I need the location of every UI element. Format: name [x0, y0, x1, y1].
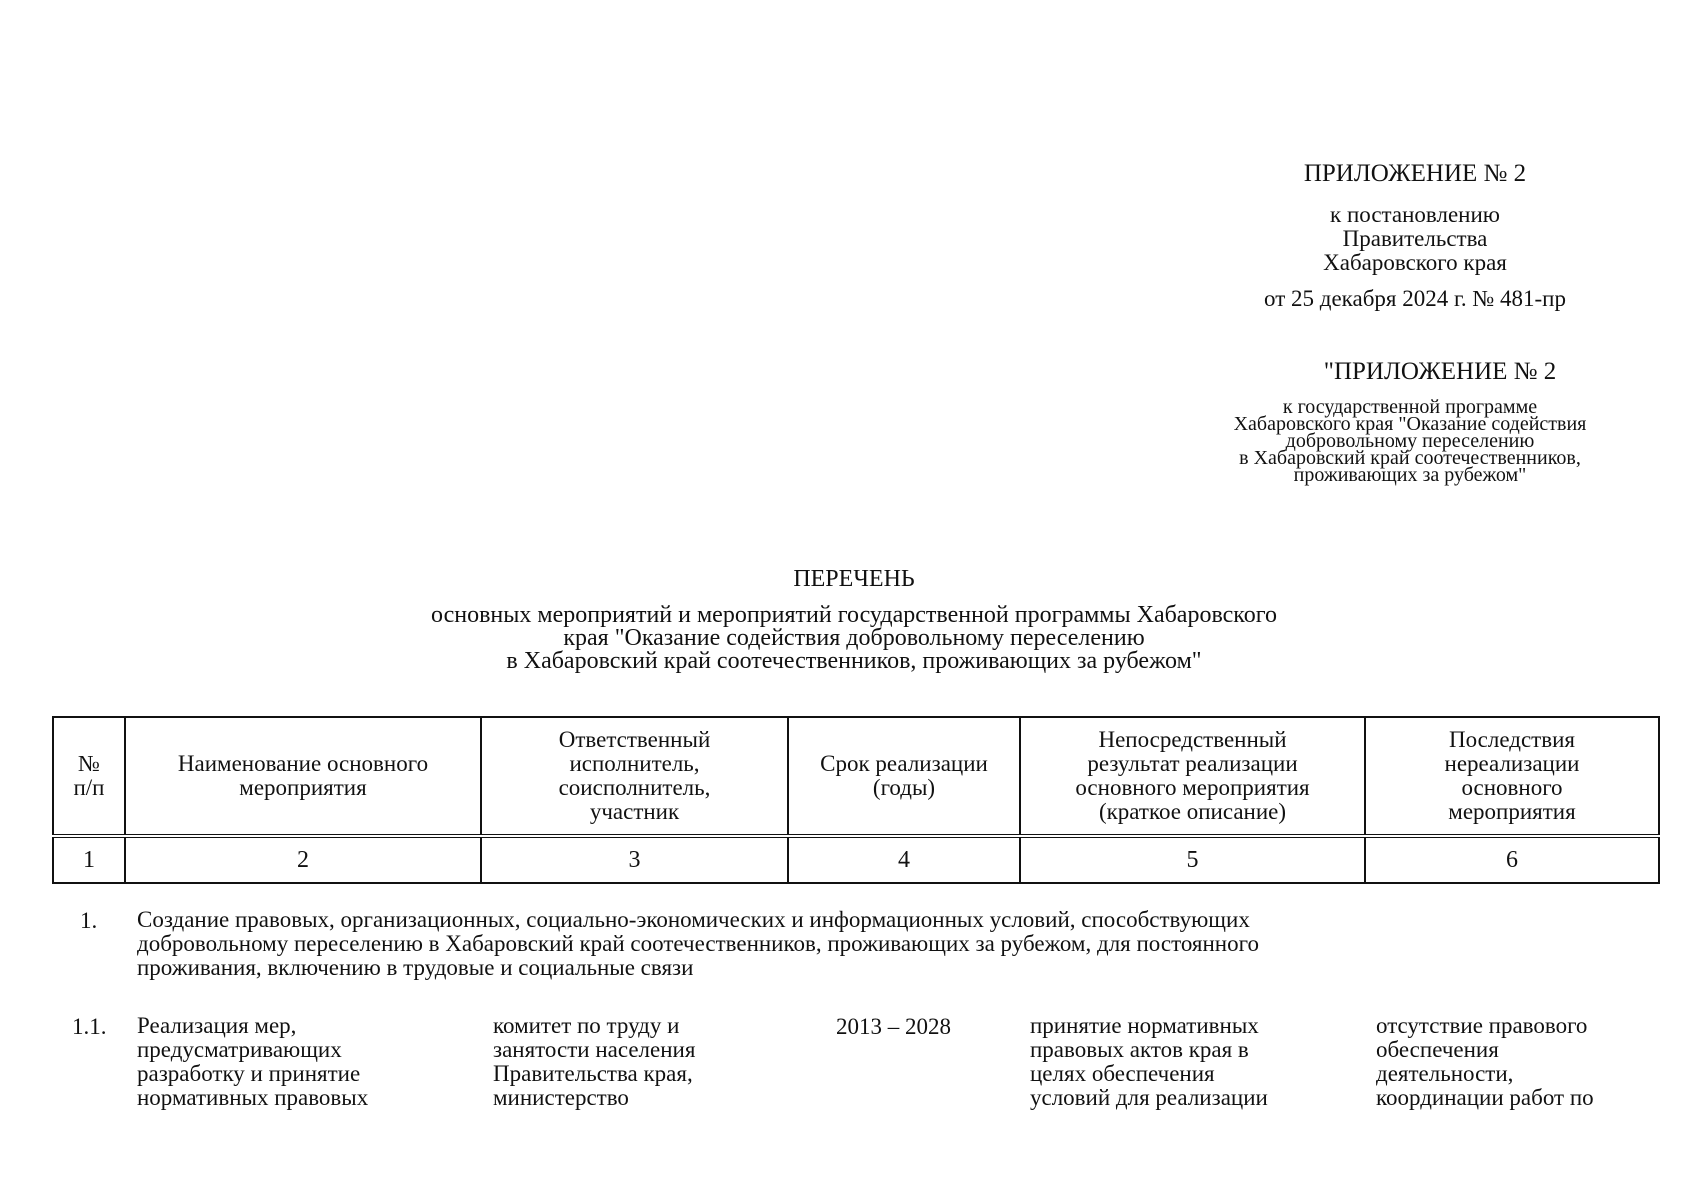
row-period: 2013 – 2028 [836, 1014, 951, 1039]
approval-lines: к постановлению Правительства Хабаровского края [1323, 202, 1507, 275]
document-subtitle: основных мероприятий и мероприятий государственной программы Хабаровского края "Оказание содействия добровольному переселению в Хабаровский край соотечественников, проживающих за рубежом" [431, 602, 1277, 674]
row-event-name: Реализация мер, предусматривающих разработку и принятие нормативных правовых [137, 1013, 369, 1110]
table-numbering-row [53, 836, 1659, 883]
approval-title: ПРИЛОЖЕНИЕ № 2 [1303, 160, 1527, 187]
header-cell-consequence: Последствия нереализации основного мероприятия [1365, 717, 1659, 836]
appendix-title: "ПРИЛОЖЕНИЕ № 2 [1323, 358, 1557, 385]
column-number-cell: 6 [1365, 836, 1659, 883]
row-consequence: отсутствие правового обеспечения деятельности, координации работ по [1376, 1013, 1594, 1110]
table-header-row [53, 717, 1659, 836]
header-cell-result: Непосредственный результат реализации основного мероприятия (краткое описание) [1020, 717, 1365, 836]
column-number-cell: 4 [788, 836, 1020, 883]
row-executor: комитет по труду и занятости населения Правительства края, министерство [493, 1013, 696, 1110]
appendix-lines: к государственной программе Хабаровского края "Оказание содействия добровольному переселению в Хабаровский край соотечественников, проживающих за рубежом" [1233, 396, 1587, 486]
header-cell-period: Срок реализации (годы) [788, 717, 1020, 836]
column-number-cell: 1 [53, 836, 125, 883]
approval-date: от 25 декабря 2024 г. № 481-пр [1264, 286, 1566, 311]
column-number-cell: 5 [1020, 836, 1365, 883]
row-result: принятие нормативных правовых актов края в целях обеспечения условий для реализации [1030, 1013, 1268, 1110]
column-number-cell: 3 [481, 836, 788, 883]
header-cell-executor: Ответственный исполнитель, соисполнитель, участник [481, 717, 788, 836]
header-cell-name: Наименование основного мероприятия [125, 717, 481, 836]
header-cell-number: № п/п [53, 717, 125, 836]
column-number-cell: 2 [125, 836, 481, 883]
row-number: 1.1. [72, 1014, 107, 1039]
section-text: Создание правовых, организационных, социально-экономических и информационных условий, способствующих добровольному переселению в Хабаровский край соотечественников, проживающих за рубежом, для постоянного проживания, включению в трудовые и социальные связи [137, 907, 1259, 980]
events-table [52, 716, 1660, 884]
section-number: 1. [80, 908, 98, 933]
document-title: ПЕРЕЧЕНЬ [793, 566, 915, 592]
